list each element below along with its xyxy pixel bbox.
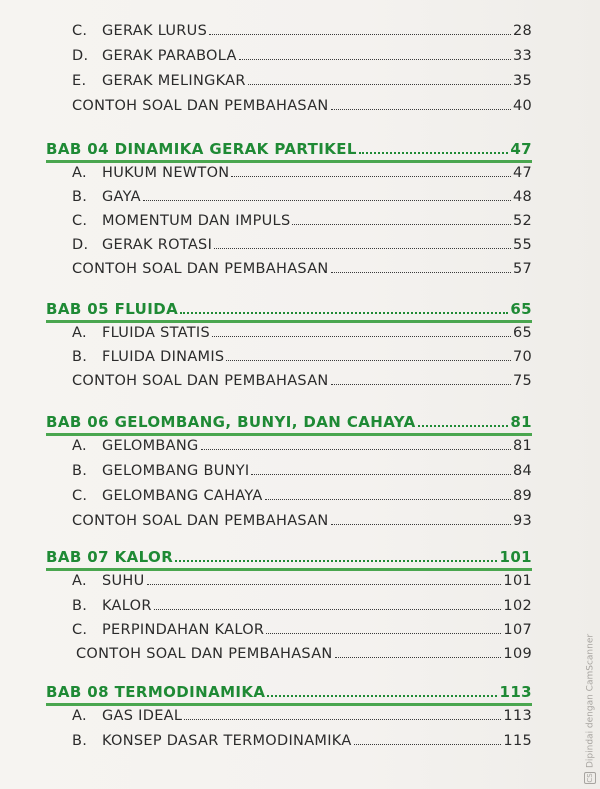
toc-entry-summary — [72, 261, 532, 277]
chapter-heading — [46, 548, 532, 566]
dot-leader — [201, 448, 511, 450]
toc-entry — [72, 213, 532, 229]
dot-leader — [209, 33, 511, 35]
chapter-rule — [46, 433, 532, 436]
chapter-page: 47 — [510, 140, 532, 158]
toc-entry-title: GELOMBANG — [102, 438, 199, 454]
toc-entry-page: 81 — [512, 438, 532, 454]
toc-entry — [72, 708, 532, 724]
toc-entry-page: 113 — [503, 708, 532, 724]
toc-entry-page: 35 — [512, 73, 532, 89]
toc-entry — [72, 23, 532, 39]
toc-entry — [72, 622, 532, 638]
chapter-heading — [46, 683, 532, 701]
toc-entry-letter: C. — [72, 213, 88, 229]
toc-entry-page: 101 — [503, 573, 532, 589]
dot-leader — [143, 199, 511, 201]
toc-entry-letter: D. — [72, 48, 89, 64]
toc-entry-page: 48 — [512, 189, 532, 205]
toc-entry-letter: B. — [72, 463, 88, 479]
toc-entry-title: PERPINDAHAN KALOR — [102, 622, 265, 638]
chapter-title: BAB 07 KALOR — [46, 548, 174, 566]
toc-entry-letter: B. — [72, 598, 88, 614]
toc-entry — [72, 73, 532, 89]
toc-entry-page: 93 — [512, 513, 532, 529]
toc-entry-page: 40 — [512, 98, 532, 114]
toc-entry-title: KALOR — [102, 598, 152, 614]
toc-entry-letter: C. — [72, 23, 88, 39]
toc-entry — [72, 573, 532, 589]
dot-leader — [265, 498, 511, 500]
chapter-rule — [46, 568, 532, 571]
toc-entry-title: SUHU — [102, 573, 145, 589]
dot-leader — [231, 175, 511, 177]
toc-entry — [72, 463, 532, 479]
chapter-title: BAB 04 DINAMIKA GERAK PARTIKEL — [46, 140, 357, 158]
toc-entry — [72, 349, 532, 365]
toc-entry-letter: C. — [72, 622, 88, 638]
camscanner-icon: CS — [586, 773, 594, 783]
toc-entry-letter: A. — [72, 165, 87, 181]
dot-leader — [331, 271, 511, 273]
toc-entry-title: HUKUM NEWTON — [102, 165, 230, 181]
toc-entry-summary — [72, 98, 532, 114]
chapter-heading — [46, 140, 532, 158]
toc-entry-title: FLUIDA DINAMIS — [102, 349, 225, 365]
toc-entry-page: 33 — [512, 48, 532, 64]
dot-leader — [212, 335, 511, 337]
toc-entry-letter: A. — [72, 573, 87, 589]
toc-entry-page: 75 — [512, 373, 532, 389]
dot-leader — [335, 656, 502, 658]
toc-entry — [72, 438, 532, 454]
toc-entry-page: 28 — [512, 23, 532, 39]
toc-entry-letter: B. — [72, 189, 88, 205]
toc-entry-page: 47 — [512, 165, 532, 181]
toc-entry-summary — [76, 646, 532, 662]
toc-entry-summary — [72, 513, 532, 529]
toc-entry-title: GERAK ROTASI — [102, 237, 213, 253]
toc-entry — [72, 48, 532, 64]
dot-leader — [226, 359, 511, 361]
toc-entry-page: 107 — [503, 622, 532, 638]
toc-entry-letter: D. — [72, 237, 89, 253]
toc-entry-letter: E. — [72, 73, 87, 89]
toc-entry-title: GERAK PARABOLA — [102, 48, 237, 64]
chapter-heading — [46, 300, 532, 318]
toc-entry-letter: C. — [72, 488, 88, 504]
dot-leader — [214, 247, 511, 249]
dot-leader — [331, 108, 511, 110]
toc-entry-title: CONTOH SOAL DAN PEMBAHASAN — [72, 261, 329, 277]
toc-entry-title: GERAK MELINGKAR — [102, 73, 246, 89]
toc-entry-title: GELOMBANG CAHAYA — [102, 488, 263, 504]
toc-entry — [72, 165, 532, 181]
chapter-page: 101 — [499, 548, 532, 566]
dot-leader — [175, 559, 497, 562]
toc-entry-title: GAS IDEAL — [102, 708, 183, 724]
toc-entry-page: 102 — [503, 598, 532, 614]
toc-entry-page: 65 — [512, 325, 532, 341]
toc-entry-title: GAYA — [102, 189, 141, 205]
chapter-page: 113 — [499, 683, 532, 701]
chapter-page: 65 — [510, 300, 532, 318]
chapter-rule — [46, 703, 532, 706]
dot-leader — [239, 58, 511, 60]
toc-entry-page: 57 — [512, 261, 532, 277]
dot-leader — [248, 83, 511, 85]
toc-entry-page: 115 — [503, 733, 532, 749]
dot-leader — [354, 743, 502, 745]
toc-entry-title: MOMENTUM DAN IMPULS — [102, 213, 291, 229]
chapter-rule — [46, 160, 532, 163]
dot-leader — [184, 718, 501, 720]
dot-leader — [331, 383, 511, 385]
toc-entry — [72, 189, 532, 205]
toc-entry-page: 70 — [512, 349, 532, 365]
toc-entry — [72, 237, 532, 253]
chapter-title: BAB 08 TERMODINAMIKA — [46, 683, 266, 701]
toc-entry-letter: A. — [72, 438, 87, 454]
dot-leader — [267, 694, 497, 697]
toc-entry-page: 84 — [512, 463, 532, 479]
toc-entry-letter: B. — [72, 733, 88, 749]
toc-entry-title: GELOMBANG BUNYI — [102, 463, 250, 479]
toc-entry-title: CONTOH SOAL DAN PEMBAHASAN — [76, 646, 333, 662]
dot-leader — [266, 632, 501, 634]
dot-leader — [147, 583, 502, 585]
camscanner-watermark — [584, 634, 596, 784]
chapter-title: BAB 06 GELOMBANG, BUNYI, DAN CAHAYA — [46, 413, 416, 431]
toc-entry-title: CONTOH SOAL DAN PEMBAHASAN — [72, 98, 329, 114]
toc-entry — [72, 325, 532, 341]
chapter-rule — [46, 320, 532, 323]
toc-entry-page: 89 — [512, 488, 532, 504]
chapter-title: BAB 05 FLUIDA — [46, 300, 179, 318]
chapter-heading — [46, 413, 532, 431]
toc-entry-letter: A. — [72, 708, 87, 724]
toc-entry-title: GERAK LURUS — [102, 23, 208, 39]
toc-entry-title: CONTOH SOAL DAN PEMBAHASAN — [72, 513, 329, 529]
toc-entry-page: 52 — [512, 213, 532, 229]
toc-entry-title: CONTOH SOAL DAN PEMBAHASAN — [72, 373, 329, 389]
toc-entry-page: 109 — [503, 646, 532, 662]
dot-leader — [331, 523, 511, 525]
toc-entry-letter: B. — [72, 349, 88, 365]
toc-entry-title: KONSEP DASAR TERMODINAMIKA — [102, 733, 352, 749]
dot-leader — [251, 473, 510, 475]
dot-leader — [180, 311, 508, 314]
chapter-page: 81 — [510, 413, 532, 431]
toc-entry-title: FLUIDA STATIS — [102, 325, 210, 341]
toc-entry — [72, 733, 532, 749]
watermark-text: Dipindai dengan CamScanner — [585, 633, 596, 768]
toc-entry-page: 55 — [512, 237, 532, 253]
toc-entry — [72, 598, 532, 614]
toc-entry — [72, 488, 532, 504]
toc-entry-summary — [72, 373, 532, 389]
dot-leader — [418, 424, 509, 427]
dot-leader — [292, 223, 510, 225]
dot-leader — [359, 151, 508, 154]
dot-leader — [154, 608, 502, 610]
toc-entry-letter: A. — [72, 325, 87, 341]
